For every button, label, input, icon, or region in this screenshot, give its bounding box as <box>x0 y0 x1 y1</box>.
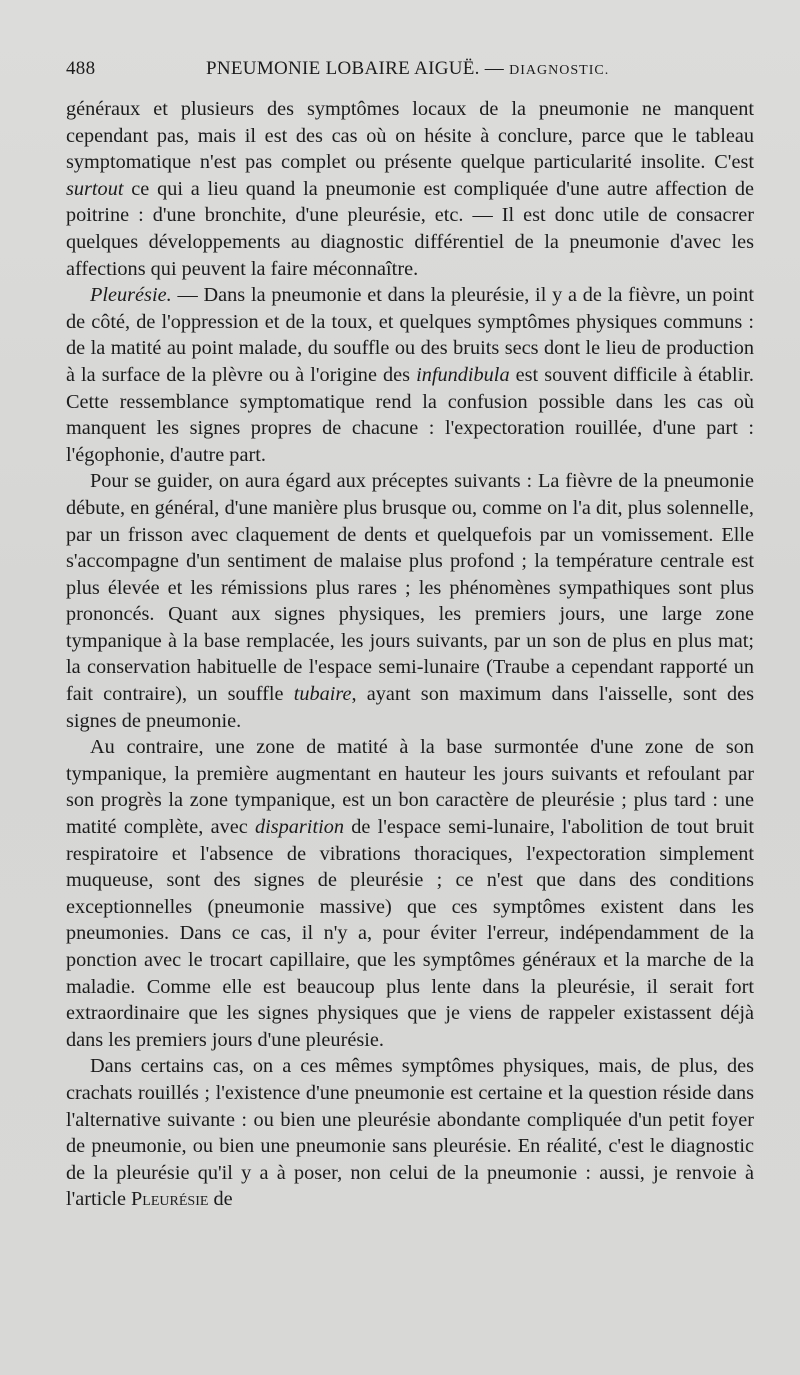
running-header <box>66 58 756 88</box>
paragraph-3: Pour se guider, on aura égard aux préceptes suivants : La fièvre de la pneumonie débute, en général, d'une manière plus brusque ou, comme on l'a dit, plus solennelle, par un frisson avec claquement de dents et quelquefois par un vomissement. Elle s'accompagne d'un sentiment de malaise plus profond ; la température centrale est plus élevée et les rémissions plus rares ; les phénomènes sympathiques sont plus prononcés. Quant aux signes physiques, les premiers jours, une large zone tympanique à la base remplacée, les jours suivants, par un son de plus en plus mat; la conservation habituelle de l'espace semi-lunaire (Traube a cependant rapporté un fait contraire), un souffle tubaire, ayant son maximum dans l'aisselle, sont des signes de pneumonie. <box>66 470 754 732</box>
paragraph-4: Au contraire, une zone de matité à la base surmontée d'une zone de son tympanique, la première augmentant en hauteur les jours suivants et refoulant par son progrès la zone tympanique, est un bon caractère de pleurésie ; plus tard : une matité complète, avec disparition de l'espace semi-lunaire, l'abolition de tout bruit respiratoire et l'absence de vibrations thoraciques, l'expectoration simplement muqueuse, sont des signes de pleurésie ; ce n'est que dans des conditions exceptionnelles (pneumonie massive) que ces symptômes existent dans les pneumonies. Dans ce cas, il n'y a, pour éviter l'erreur, indépendamment de la ponction avec le trocart capillaire, que les symptômes généraux et la marche de la maladie. Comme elle est beaucoup plus lente dans la pleurésie, il serait fort extraordinaire que les signes physiques que je viens de rappeler existassent déjà dans les premiers jours d'une pleurésie. <box>66 736 754 1051</box>
emphasis-word: disparition <box>254 816 344 839</box>
page-number: 488 <box>66 58 96 79</box>
paragraph-1: généraux et plusieurs des symptômes locaux de la pneumonie ne manquent cependant pas, mais il est des cas où on hésite à conclure, parce que le tableau symptomatique n'est pas complet ou présente quelque particularité insolite. C'est surtout ce qui a lieu quand la pneumonie est compliquée d'une autre affection de poitrine : d'une bronchite, d'une pleurésie, etc. — Il est donc utile de consacrer quelques développements au diagnostic différentiel de la pneumonie d'avec les affections qui peuvent la faire méconnaître. <box>66 98 754 280</box>
emphasis-word: infundibula <box>416 363 510 386</box>
paragraph-pleuresie: Pleurésie. — Dans la pneumonie et dans la pleurésie, il y a de la fièvre, un point de côté, de l'oppression et de la toux, et quelques symptômes physiques communs : de la matité au point malade, du souffle ou des bruits secs dont le lieu de production à la surface de la plèvre ou à l'origine des infundibula est souvent difficile à établir. Cette ressemblance symptomatique rend la confusion possible dans les cas où manquent les signes propres de chacune : l'expectoration rouillée, d'une part : l'égophonie, d'autre part. <box>66 284 754 466</box>
section-title: DIAGNOSTIC. <box>509 63 610 78</box>
cross-reference: Pleurésie <box>131 1188 209 1211</box>
chapter-title: PNEUMONIE LOBAIRE AIGUË. <box>206 58 480 79</box>
section-heading-pleuresie: Pleurésie. <box>90 284 172 307</box>
body-text <box>66 96 754 1213</box>
running-title <box>206 58 609 80</box>
emphasis-word: tubaire <box>293 683 352 706</box>
header-dash: — <box>484 58 505 79</box>
paragraph-5: Dans certains cas, on a ces mêmes symptômes physiques, mais, de plus, des crachats rouillés ; l'existence d'une pneumonie est certaine et la question réside dans l'alternative suivante : ou bien une pleurésie abondante compliquée d'un petit foyer de pneumonie, ou bien une pneumonie sans pleurésie. En réalité, c'est le diagnostic de la pleurésie qu'il y a à poser, non celui de la pneumonie : aussi, je renvoie à l'article Pleurésie de <box>66 1055 754 1211</box>
emphasis-word: surtout <box>66 177 124 200</box>
